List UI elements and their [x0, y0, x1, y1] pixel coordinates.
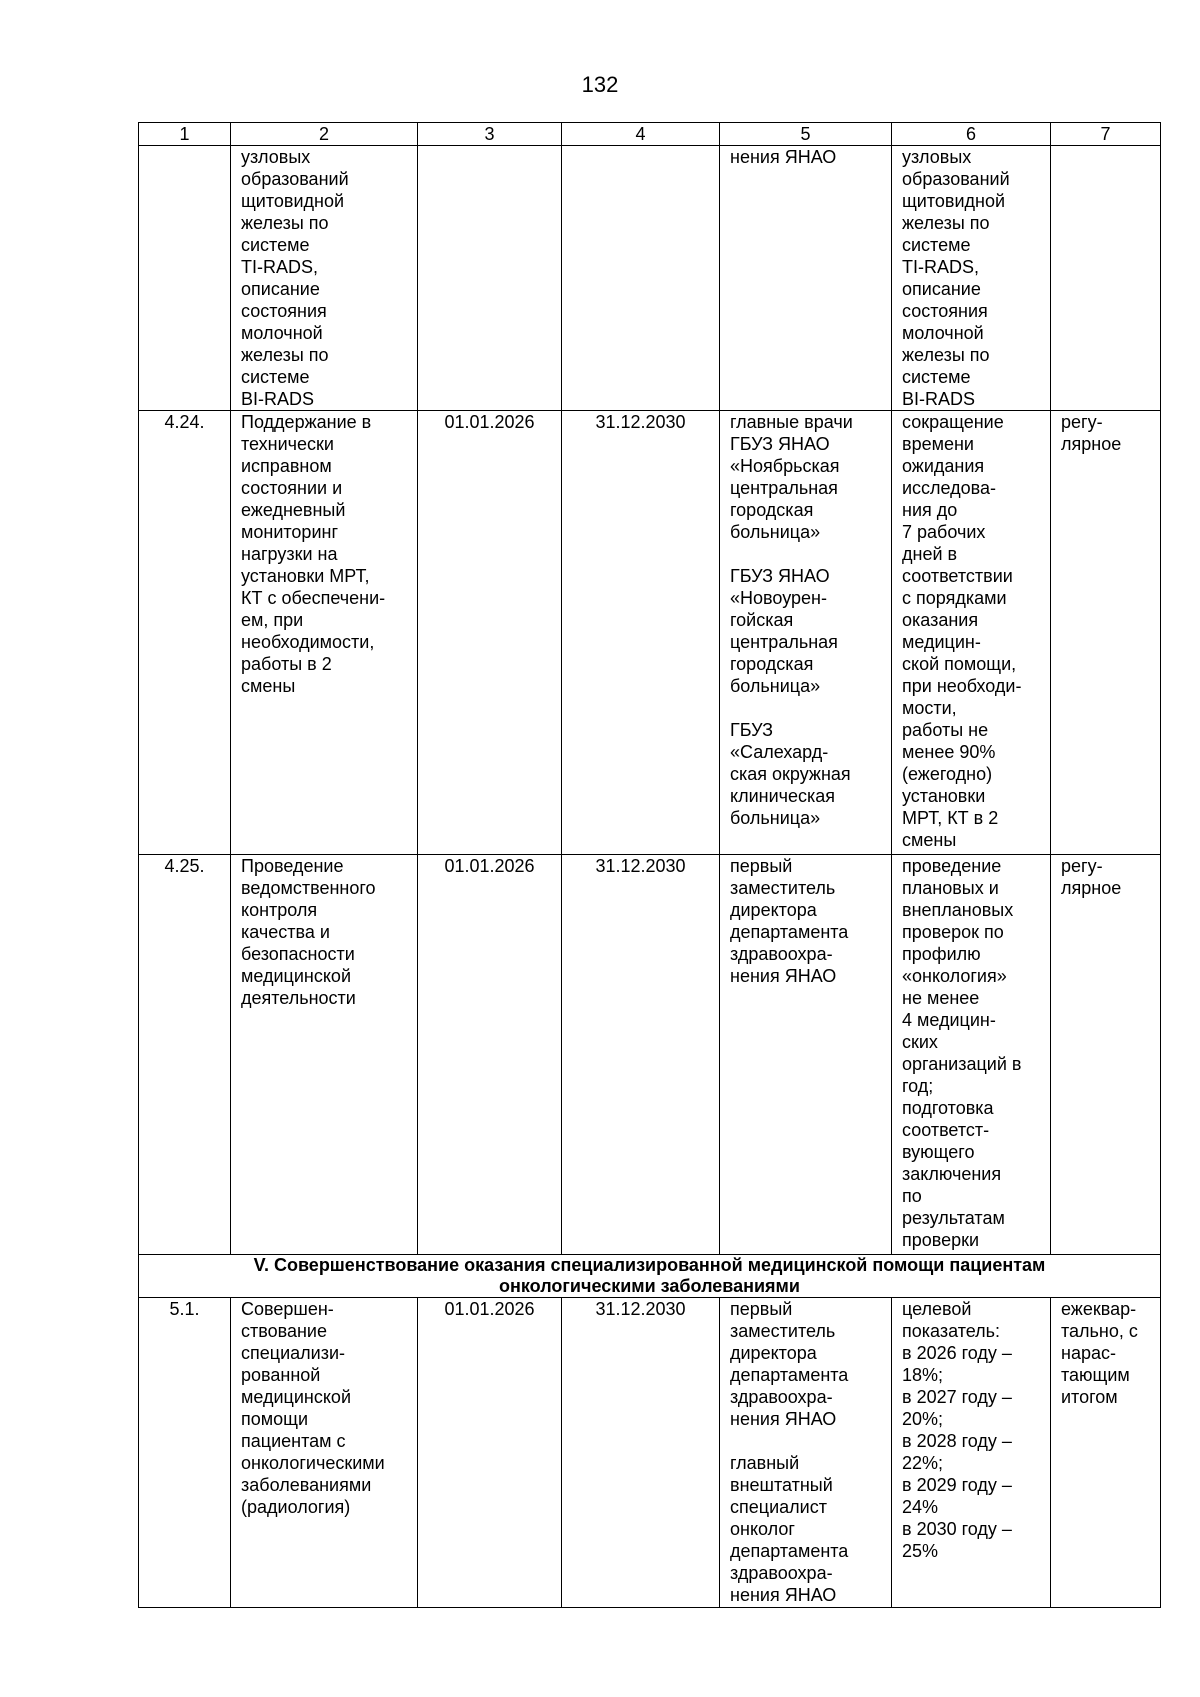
cell-number: 4.25. — [139, 855, 231, 1255]
cell-frequency — [1051, 146, 1161, 411]
table-row — [139, 411, 1161, 855]
cell-responsible: первый заместитель директора департамента здравоохра- нения ЯНАО главный внештатный специалист онколог департамента здравоохра- нения ЯНАО — [720, 1298, 892, 1608]
cell-result: целевой показатель: в 2026 году – 18%; в 2027 году – 20%; в 2028 году – 22%; в 2029 году – 24% в 2030 году – 25% — [892, 1298, 1051, 1608]
cell-frequency: ежеквар- тально, с нарас- тающим итогом — [1051, 1298, 1161, 1608]
column-number-row — [139, 123, 1161, 146]
cell-responsible: первый заместитель директора департамента здравоохра- нения ЯНАО — [720, 855, 892, 1255]
cell-result: узловых образований щитовидной железы по системе TI-RADS, описание состояния молочной железы по системе BI-RADS — [892, 146, 1051, 411]
cell-responsible: главные врачи ГБУЗ ЯНАО «Ноябрьская центральная городская больница» ГБУЗ ЯНАО «Новоурен- гойская центральная городская больница» ГБУЗ «Салехард- ская окружная клиническая больница» — [720, 411, 892, 855]
section-header-row — [139, 1255, 1161, 1298]
action-plan-table — [138, 122, 1161, 1608]
cell-activity: узловых образований щитовидной железы по системе TI-RADS, описание состояния молочной железы по системе BI-RADS — [231, 146, 418, 411]
cell-activity: Проведение ведомственного контроля качества и безопасности медицинской деятельности — [231, 855, 418, 1255]
column-header-3: 3 — [418, 123, 562, 146]
cell-end-date — [562, 146, 720, 411]
table-row-continuation — [139, 146, 1161, 411]
cell-frequency: регу- лярное — [1051, 411, 1161, 855]
page-number: 132 — [581, 72, 619, 97]
cell-responsible: нения ЯНАО — [720, 146, 892, 411]
cell-start-date — [418, 146, 562, 411]
cell-number — [139, 146, 231, 411]
cell-start-date: 01.01.2026 — [418, 1298, 562, 1608]
cell-activity: Совершен- ствование специализи- рованной медицинской помощи пациентам с онкологическими заболеваниями (радиология) — [231, 1298, 418, 1608]
cell-start-date: 01.01.2026 — [418, 855, 562, 1255]
cell-activity: Поддержание в технически исправном состоянии и ежедневный мониторинг нагрузки на установки МРТ, КТ с обеспечени- ем, при необходимости, работы в 2 смены — [231, 411, 418, 855]
cell-result: сокращение времени ожидания исследова- ния до 7 рабочих дней в соответствии с порядками оказания медицин- ской помощи, при необходи- мости, работы не менее 90% (ежегодно) установки МРТ, КТ в 2 смены — [892, 411, 1051, 855]
cell-end-date: 31.12.2030 — [562, 411, 720, 855]
column-header-2: 2 — [231, 123, 418, 146]
cell-end-date: 31.12.2030 — [562, 1298, 720, 1608]
column-header-7: 7 — [1051, 123, 1161, 146]
table-row — [139, 1298, 1161, 1608]
cell-frequency: регу- лярное — [1051, 855, 1161, 1255]
cell-number: 4.24. — [139, 411, 231, 855]
cell-end-date: 31.12.2030 — [562, 855, 720, 1255]
cell-number: 5.1. — [139, 1298, 231, 1608]
column-header-6: 6 — [892, 123, 1051, 146]
cell-start-date: 01.01.2026 — [418, 411, 562, 855]
column-header-5: 5 — [720, 123, 892, 146]
column-header-1: 1 — [139, 123, 231, 146]
cell-result: проведение плановых и внеплановых проверок по профилю «онкология» не менее 4 медицин- ских организаций в год; подготовка соответст- вующего заключения по результатам проверки — [892, 855, 1051, 1255]
section-title: V. Совершенствование оказания специализированной медицинской помощи пациентам онкологическими заболеваниями — [139, 1255, 1161, 1298]
column-header-4: 4 — [562, 123, 720, 146]
table-row — [139, 855, 1161, 1255]
